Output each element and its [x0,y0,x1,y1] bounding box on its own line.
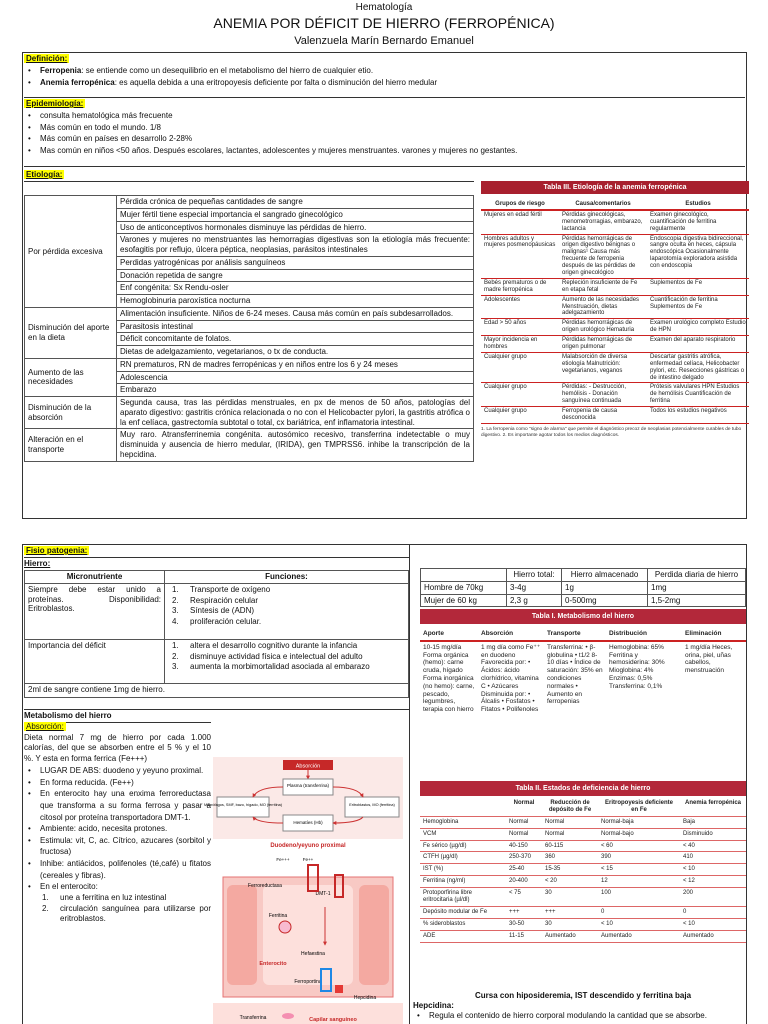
tabla3-header: Estudios [647,200,749,210]
diagram-fe3: Fe+++ [276,857,290,862]
etiologia-cause: Mujer fértil tiene especial importancia el sangrado ginecológico [117,208,474,221]
list-number: 1. [172,584,179,594]
tabla2-cell: < 10 [598,918,680,930]
tabla2-cell: < 15 [598,864,680,876]
tabla3-cell: Repleción insuficiente de Fe en etapa fetal [562,279,638,293]
tabla2-row [420,864,746,876]
funciones-cell [165,583,409,639]
etiologia-cause: Adolescencia [117,371,474,384]
hierro-total-cell: 1mg [648,581,746,594]
etiologia-cause: Hemoglobinuria paroxística nocturna [117,295,474,308]
tabla3 [481,200,749,424]
tabla3-cell: Pérdidas hemorrágicas de origen urológico Hematuria [562,320,635,334]
epidemiologia-item: • consulta hematológica más frecuente [24,110,745,122]
tabla2-cell: Hemoglobina [420,816,506,828]
tabla2-row [420,906,746,918]
tabla3-cell: Cuantificación de ferritina Suplementos de Fe [650,296,718,310]
tabla2-cell: < 12 [680,876,746,888]
etiologia-group-label: Disminución del aporte en la dieta [25,307,117,358]
tabla2-cell: 40-150 [506,840,542,852]
diagram-ferritina: Ferritina [268,913,288,919]
tabla2-cell: Baja [680,816,746,828]
tabla3-title: Tabla III. Etiología de la anemia ferropénica [481,181,749,194]
iron-absorption-diagram [203,757,403,1024]
tabla3-cell: Pérdidas ginecológicas, menometrorragias, embarazo, lactancia [562,211,643,232]
absorcion-intro: Dieta normal 7 mg de hierro por cada 1.000 calorías, del que se absorben entre el 5 % y el 10 %. Y esta en forma ferrica (Fe+++) [24,733,211,763]
definicion-item: • Ferropenia: se entiende como un desequilibrio en el metabolismo del hierro de cualquier etio. [24,65,745,77]
tabla3-figure [481,181,749,516]
tabla3-cell: Endoscopia digestiva bidireccional, sangre oculta en heces, cápsula endoscópica Ocasionalmente laparotomía exploradora asistida con endoscopia [650,235,744,270]
absorcion-label: Absorción: [26,722,64,731]
importancia-cell [165,639,409,683]
absorcion-item: • Estimula: vit, C, ac. Cítrico, azucares (sorbitol y fructosa) [24,835,211,858]
tabla2-cell: < 10 [680,918,746,930]
tabla1-title: Tabla I. Metabolismo del hierro [420,609,746,624]
tabla3-row [481,278,749,295]
tabla2-cell: 15-35 [542,864,598,876]
cursa-note: Cursa con hiposideremia, IST descendido y ferritina baja [474,991,692,1000]
tabla2-cell: 0 [598,906,680,918]
tabla3-row [481,383,749,407]
tabla2-cell: Ferritina (ng/ml) [420,876,506,888]
hierro-total-cell: 1,5-2mg [648,594,746,607]
subject-heading: Hematología [355,2,413,13]
hierro-nota: 2ml de sangre contiene 1mg de hierro. [25,683,409,697]
tabla3-cell: Edad > 50 años [484,320,527,327]
tabla3-row [481,210,749,234]
etiologia-group-label: Disminución de la absorción [25,397,117,429]
micronutriente-cell: Siempre debe estar unido a proteínas. Disponibilidad: Eritroblastos. [25,583,165,639]
fisio-label-wrap [24,546,89,555]
list-number: 2. [172,595,179,605]
tabla2-cell: < 20 [542,876,598,888]
tabla3-cell: Cualquier grupo [484,384,527,391]
page-title: ANEMIA POR DÉFICIT DE HIERRO (FERROPÉNICA) [213,15,555,31]
tabla2-row [420,876,746,888]
tabla2-row [420,828,746,840]
tabla3-cell: Mujeres en edad fértil [484,211,542,218]
tabla2-row [420,816,746,828]
tabla2-cell: 12 [598,876,680,888]
tabla2-cell: < 60 [598,840,680,852]
funcion-item [168,585,405,596]
diagram-macrofagos: Macrófagos, SMF, bazo, hígado, MO (ferritina) [203,803,283,807]
enterocito-subitem-text: une a ferritina en luz intestinal [60,892,167,902]
etiologia-group-label: Aumento de las necesidades [25,358,117,396]
tabla2-cell: 30 [542,888,598,907]
hierro-total-cell: 0-500mg [562,594,648,607]
tabla3-cell: Pérdidas: - Destrucción, hemólisis - Donación sanguínea continuada [562,384,627,405]
tabla2-cell: ADE [420,930,506,942]
etiologia-cause: Donación repetida de sangre [117,269,474,282]
tabla2-cell: Normal-bajo [598,828,680,840]
etiologia-label-wrap [24,170,64,179]
diagram-hematies: Hematíes (Hb) [293,820,323,825]
etiologia-cause: Embarazo [117,384,474,397]
hepcidina-label: Hepcidina: [413,1001,454,1010]
tabla3-cell: Cualquier grupo [484,408,527,415]
diagram-eritroblastos: Eritroblastos, MO (ferritina) [349,803,395,807]
hierro-total-cell: 1g [562,581,648,594]
tabla2-cell: 360 [542,852,598,864]
hierro-total-cell: 3-4g [507,581,562,594]
tabla2-cell: Normal [506,816,542,828]
diagram-transferrina: Transferrina [239,1015,267,1021]
absorcion-item: • Inhibe: antiácidos, polifenoles (té,café) u fitatos (cereales y fibras). [24,858,211,881]
hierro-total-cell: Mujer de 60 kg [421,594,507,607]
tabla3-cell: Aumento de las necesidades Menstruación, dietas adelgazamiento [562,296,640,317]
importancia-item [168,641,405,652]
tabla1-figure [420,609,746,716]
funciones-header: Funciones: [165,571,409,584]
hierro-total-header: Hierro total: [507,569,562,582]
etiologia-row [25,429,474,461]
absorcion-item: • Ambiente: acido, necesita protones. [24,823,211,835]
enterocito-subitem-text: circulación sanguínea para utilizarse por eritroblastos. [60,903,211,924]
tabla3-footnote: 1. La ferropenia como "signo de alarma" que permite el diagnóstico precoz de neoplasias potencialmente curables de tubo digestivo. 2. Es importante agotar todos los medios diagnósticos. [481,426,742,438]
hierro-total-header: Hierro almacenado [562,569,648,582]
tabla2-cell: Normal [506,828,542,840]
list-number: 1. [42,892,49,902]
tabla3-row [481,319,749,336]
hepcidina-item: • Regula el contenido de hierro corporal modulando la cantidad que se absorbe. [413,1010,743,1022]
importancia-label: Importancia del déficit [25,639,165,683]
etiologia-cause: Dietas de adelgazamiento, vegetarianos, o tx de conducta. [117,346,474,359]
tabla2-cell: 30-50 [506,918,542,930]
importancia-item-text: disminuye actividad física e intelectual del adulto [190,651,363,661]
absorcion-label-wrap [24,722,66,731]
fisio-divider [24,557,409,558]
tabla3-header: Causa/comentarios [559,200,647,210]
tabla2-cell: 30 [542,918,598,930]
tabla2-cell: CTFH (µg/dl) [420,852,506,864]
list-number: 1. [172,640,179,650]
tabla2-header: Eritropoyesis deficiente en Fe [598,798,680,816]
tabla1-header: Aporte [420,628,478,641]
absorcion-item: • LUGAR DE ABS: duodeno y yeyuno proximal. [24,765,211,777]
tabla2-cell: % sideroblastos [420,918,506,930]
tabla2-row [420,930,746,942]
funcion-item-text: Transporte de oxígeno [190,584,271,594]
definicion-section [24,54,745,98]
tabla2-cell: Normal [542,828,598,840]
etiologia-group-label: Alteración en el transporte [25,429,117,461]
tabla2-cell: +++ [542,906,598,918]
funcion-item [168,596,405,607]
tabla2-header: Normal [506,798,542,816]
tabla2-row [420,852,746,864]
tabla2-header: Reducción de depósito de Fe [542,798,598,816]
etiologia-cause: Alimentación insuficiente. Niños de 6-24 meses. Causa más común en país subdesarrollados. [117,307,474,320]
list-number: 4. [172,617,179,627]
tabla2-row [420,918,746,930]
diagram-dmt1: DMT-1 [315,891,331,897]
list-number: 3. [172,662,179,672]
hierro-total-table [420,568,746,607]
tabla3-cell: Malabsorción de diversa etiología Malnutrición: vegetarianos, veganos [562,353,628,374]
absorcion-item: • En el enterocito: [24,881,211,893]
enterocito-subitem [38,904,211,926]
tabla3-cell: Bebés prematuros o de madre ferropénica [484,279,547,293]
tabla2-cell: 410 [680,852,746,864]
tabla1-cell: 10-15 mg/día Forma orgánica (hemo): carne cruda, hígado Forma inorgánica (no hemo): carne, pescado, legumbres, terapia con hierro [423,643,475,714]
page-two-column-divider [409,544,410,1024]
absorcion-item: • En enterocito hay una enxima ferroreductasa que transforma a su forma ferrosa y pasar a citosol por proteína transportadora DMT-1. [24,788,211,823]
etiologia-cause: Perdidas yatrogénicas por análisis sanguíneos [117,256,474,269]
etiologia-cause: Enf congénita: Sx Rendu-osler [117,282,474,295]
etiologia-cause: Déficit concomitante de folatos. [117,333,474,346]
tabla2-cell: 0 [680,906,746,918]
tabla3-row [481,352,749,383]
enterocito-subitem [38,893,211,904]
tabla2-cell: Fe sérico (µg/dl) [420,840,506,852]
epidemiologia-item: • Más común en países en desarrollo 2-28% [24,133,745,145]
etiologia-cause: Pérdida crónica de pequeñas cantidades de sangre [117,196,474,209]
micronutriente-header: Micronutriente [25,571,165,584]
tabla2-row [420,888,746,907]
diagram-hepcidina: Hepcidina [353,995,377,1001]
definicion-item: • Anemia ferropénica: es aquella debida a una eritropoyesis deficiente por falta o disminución del hierro medular [24,77,745,89]
tabla3-cell: Cualquier grupo [484,353,527,360]
funcion-item [168,606,405,617]
epidemiologia-item: • Mas común en niños <50 años. Después escolares, lactantes, adolescentes y mujeres menstruantes. varones y mujeres no gestantes. [24,145,745,157]
tabla2-cell: 390 [598,852,680,864]
tabla3-cell: Todos los estudios negativos [650,408,727,415]
etiologia-row [25,196,474,209]
tabla2-figure [420,781,746,943]
diagram-hefaestina: Hefaestina [301,951,325,957]
etiologia-divider [24,181,474,182]
tabla2-cell: Aumentado [598,930,680,942]
tabla1-header: Transporte [544,628,606,641]
tabla2-header: Anemia ferropénica [680,798,746,816]
tabla3-row [481,295,749,319]
tabla1-cell: 1 mg día como Fe⁺⁺ en duodeno Favorecida por: • Ácidos: ácido clorhídrico, vitamina C • Azúcares Disminuida por: • Álcalis • Fosfatos • Fitatos • Polifenoles [481,643,541,714]
list-number: 2. [42,903,49,913]
hierro-total-row [421,581,746,594]
definicion-label: Definición: [26,54,68,63]
tabla3-row [481,234,749,278]
hierro-functions-table [24,570,409,698]
tabla2-title: Tabla II. Estados de deficiencia de hierro [420,781,746,796]
hierro-total-header: Perdida diaria de hierro [648,569,746,582]
tabla1 [420,628,746,716]
tabla3-cell: Descartar gastritis atrófica, enfermedad celíaca, Helicobacter pylori, etc. Resecciones gástricas o de intestino delgado [650,353,745,381]
tabla3-cell: Pérdidas hemorrágicas de origen digestivo benignas o malignas¹ Causa más frecuente de ferropenia después de las pérdidas de origen ginecológico [562,235,636,277]
etiologia-cause: Parasitosis intestinal [117,320,474,333]
importancia-item [168,652,405,663]
epidemiologia-item: • Más común en todo el mundo. 1/8 [24,122,745,134]
tabla2-cell: Depósito modular de Fe [420,906,506,918]
tabla2-cell: 200 [680,888,746,907]
tabla2-cell: +++ [506,906,542,918]
hierro-label: Hierro: [24,559,51,568]
tabla3-cell: Mayor incidencia en hombres [484,337,538,351]
tabla3-cell: Ferropenia de causa desconocida [562,408,618,422]
tabla2-cell: 100 [598,888,680,907]
tabla3-cell: Hombres adultos y mujeres posmenopáusicas [484,235,556,249]
tabla3-cell: Prótesis valvulares HPN Estudios de hemólisis Cuantificación de ferritina [650,384,740,405]
tabla2-header [420,798,506,816]
tabla2-cell: < 40 [680,840,746,852]
tabla2-cell: IST (%) [420,864,506,876]
tabla3-cell: Pérdidas hemorrágicas de origen pulmonar [562,337,633,351]
tabla1-cell: Hemoglobina: 65% Ferritina y hemosiderina: 30% Mioglobina: 4% Enzimas: 0,5% Transferrina: 0,1% [609,643,665,690]
tabla1-header: Distribución [606,628,682,641]
tabla2-cell: Aumentado [680,930,746,942]
tabla1-header: Absorción [478,628,544,641]
absorcion-item: • En forma reducida. (Fe++) [24,777,211,789]
tabla2-cell: 11-15 [506,930,542,942]
etiologia-cause: Muy raro. Atransferrinemia congénita. autosómico recesivo, transferrina indetectable o muy disminuida y ausencia de hierro medular, (IRIDA), gen TMPRSS6. inhibe la transcripción de la hepcidina. [117,429,474,461]
tabla3-cell: Examen urológico completo Estudio de HPN [650,320,746,334]
tabla2 [420,798,746,943]
diagram-capilar: Capilar sanguíneo [309,1017,357,1023]
tabla3-row [481,407,749,424]
tabla2-row [420,840,746,852]
etiologia-row [25,307,474,320]
etiologia-cause: Varones y mujeres no menstruantes las hemorragias digestivas son la etiología más frecuente: esofagitis por reflujo, úlcera péptica, neoplasias, parásitos intestinales [117,234,474,257]
tabla3-cell: Adolescentes [484,296,521,303]
epidemiologia-label: Epidemiología: [26,99,84,108]
metabolismo-divider [24,709,409,710]
hierro-total-cell: Hombre de 70kg [421,581,507,594]
etiologia-group-label: Por pérdida excesiva [25,196,117,308]
etiologia-cause: Uso de anticonceptivos hormonales disminuye las pérdidas de hierro. [117,221,474,234]
hierro-total-row [421,594,746,607]
tabla2-cell: 60-115 [542,840,598,852]
tabla3-row [481,336,749,353]
importancia-item-text: aumenta la morbimortalidad asociada al embarazo [190,662,370,672]
diagram-ferroportina: Ferroportina [294,979,322,985]
funcion-item-text: Respiración celular [190,595,259,605]
tabla2-cell: Protoporfirina libre eritrocitaria (µl/dl) [420,888,506,907]
funcion-item [168,617,405,628]
diagram-ferroreductasa: Ferroreductasa [248,883,282,889]
tabla2-cell: Disminuido [680,828,746,840]
tabla1-cell: Transferrina: • β-globulina • t1/2 8-10 días • Índice de saturación: 35% en condiciones normales • Aumento en ferropenias [547,643,603,706]
tabla2-cell: Normal-baja [598,816,680,828]
fisio-label: Fisio patogenia: [26,546,88,555]
importancia-item-text: altera el desarrollo cognitivo durante la infancia [190,640,358,650]
etiologia-row [25,358,474,371]
diagram-absorcion: Absorción [295,763,321,770]
hepcidina-list [413,1010,743,1022]
epidemiologia-section [24,99,745,167]
tabla2-cell: 25-40 [506,864,542,876]
tabla2-cell: < 75 [506,888,542,907]
tabla1-cell: 1 mg/día Heces, orina, piel, uñas cabellos, menstruación [685,643,733,675]
diagram-enterocito: Enterocito [259,961,287,967]
tabla3-cell: Suplementos de Fe [650,279,703,286]
tabla3-header: Grupos de riesgo [481,200,559,210]
tabla2-cell: VCM [420,828,506,840]
funcion-item-text: proliferación celular. [190,617,262,627]
diagram-fe2: Fe++ [302,857,314,862]
diagram-duodeno: Duodeno/yeyuno proximal [270,843,346,849]
hierro-total-header [421,569,507,582]
etiologia-cause: Segunda causa, tras las pérdidas menstruales, en px de menos de 50 años, patologías del aparato digestivo: gastritis crónica relacionada o no con el Helicobacter pylori, la gastritis atrófica o la enf celíaca, gastrectomía subtotal o total, cx bariátrica, enf inflamatoria intestinal. [117,397,474,429]
importancia-item [168,662,405,673]
tabla2-cell: Normal [542,816,598,828]
etiologia-row [25,397,474,429]
etiologia-table [24,195,474,462]
tabla2-cell: 250-370 [506,852,542,864]
list-number: 3. [172,606,179,616]
tabla3-cell: Examen ginecológico, cuantificación de ferritina regularmente [650,211,717,232]
tabla3-cell: Examen del aparato respiratorio [650,337,736,344]
absorcion-text [24,733,211,925]
tabla2-cell: 20-400 [506,876,542,888]
diagram-plasma: Plasma (transferrina) [286,783,330,788]
author-name: Valenzuela Marín Bernardo Emanuel [294,35,474,47]
tabla2-cell: Aumentado [542,930,598,942]
tabla1-header: Eliminación [682,628,746,641]
list-number: 2. [172,651,179,661]
tabla2-cell: < 10 [680,864,746,876]
etiologia-label: Etiología: [26,170,63,179]
metabolismo-label: Metabolismo del hierro [24,711,112,720]
funcion-item-text: Síntesis de (ADN) [190,606,255,616]
etiologia-cause: RN prematuros, RN de madres ferropénicas y en niños entre los 6 y 24 meses [117,358,474,371]
hierro-total-cell: 2,3 g [507,594,562,607]
